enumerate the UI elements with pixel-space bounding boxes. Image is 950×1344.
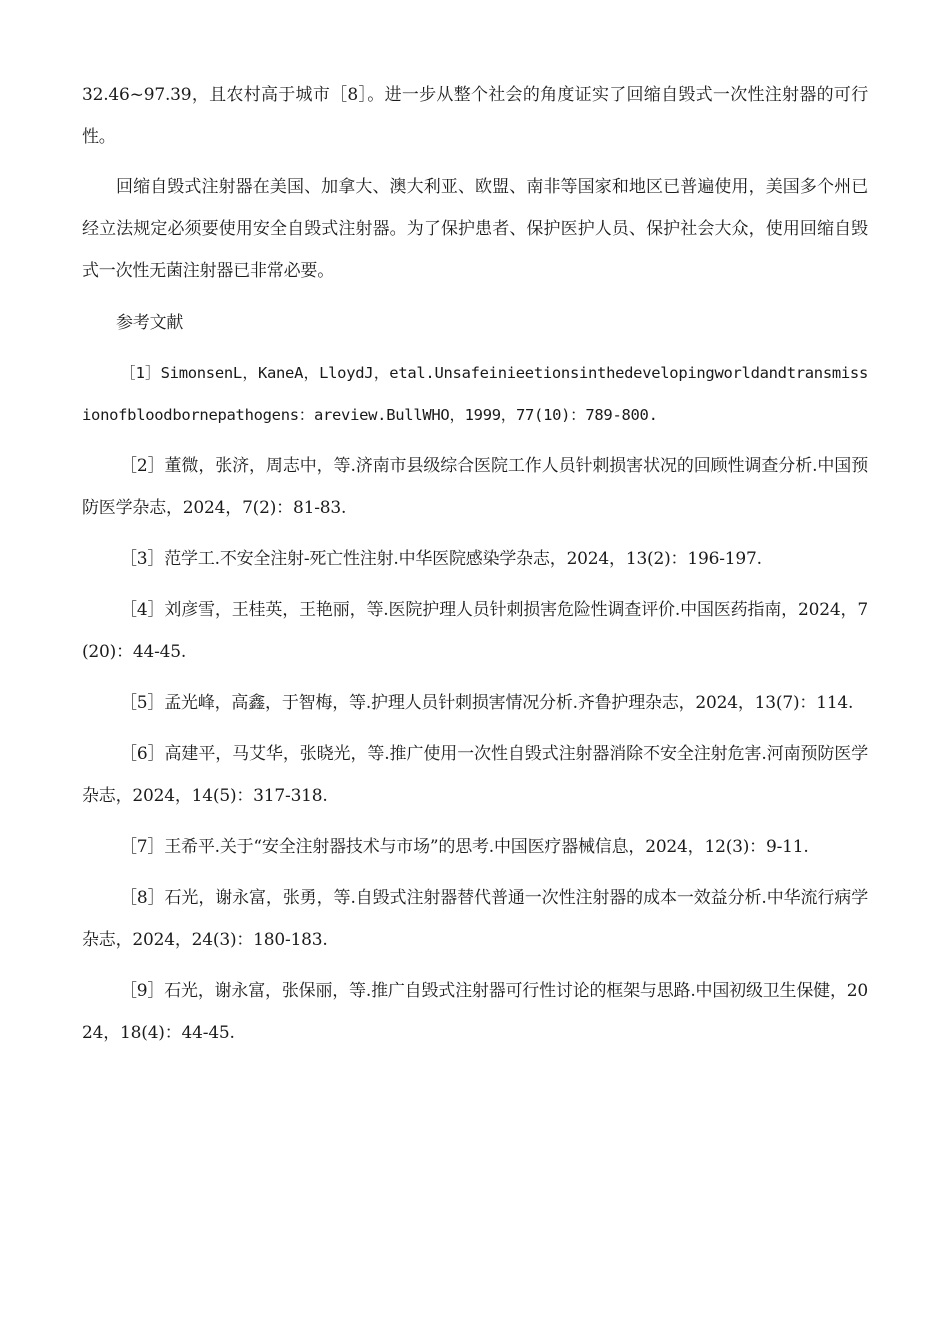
reference-item-8: ［8］石光，谢永富，张勇，等.自毁式注射器替代普通一次性注射器的成本一效益分析.中华流行病学杂志，2024，24(3)：180-183.: [82, 888, 868, 950]
document-page: [82, 74, 868, 1063]
references-heading: 参考文献: [116, 313, 184, 333]
reference-item-7: ［7］王希平.关于“安全注射器技术与市场”的思考.中国医疗器械信息，2024，12(3)：9-11.: [120, 837, 809, 857]
reference-item-9: ［9］石光，谢永富，张保丽，等.推广自毁式注射器可行性讨论的框架与思路.中国初级卫生保健，2024，18(4)：44-45.: [82, 981, 868, 1043]
reference-item-3: ［3］范学工.不安全注射-死亡性注射.中华医院感染学杂志，2024，13(2)：196-197.: [120, 549, 762, 569]
body-paragraph-1: 32.46~97.39，且农村高于城市［8］。进一步从整个社会的角度证实了回缩自毁式一次性注射器的可行性。: [82, 85, 868, 147]
reference-list: [82, 352, 868, 1054]
reference-item-4: ［4］刘彦雪，王桂英，王艳丽，等.医院护理人员针刺损害危险性调查评价.中国医药指南，2024，7(20)：44-45.: [82, 600, 868, 662]
reference-item-6: ［6］高建平，马艾华，张晓光，等.推广使用一次性自毁式注射器消除不安全注射危害.河南预防医学杂志，2024，14(5)：317-318.: [82, 744, 868, 806]
body-paragraph-2: 回缩自毁式注射器在美国、加拿大、澳大利亚、欧盟、南非等国家和地区已普遍使用，美国多个州已经立法规定必须要使用安全自毁式注射器。为了保护患者、保护医护人员、保护社会大众，使用回缩自毁式一次性无菌注射器已非常必要。: [82, 177, 868, 281]
reference-item-1: ［1］SimonsenL，KaneA，LloydJ，etal.Unsafeinieetionsinthedevelopingworldandtransmissionofbloodbornepathogens：areview.BullWHO，1999，77(10)：789-800.: [82, 364, 868, 424]
reference-item-5: ［5］孟光峰，高鑫，于智梅，等.护理人员针刺损害情况分析.齐鲁护理杂志，2024，13(7)：114.: [120, 693, 854, 713]
reference-item-2: ［2］董微，张济，周志中，等.济南市县级综合医院工作人员针刺损害状况的回顾性调查分析.中国预防医学杂志，2024，7(2)：81-83.: [82, 456, 868, 518]
